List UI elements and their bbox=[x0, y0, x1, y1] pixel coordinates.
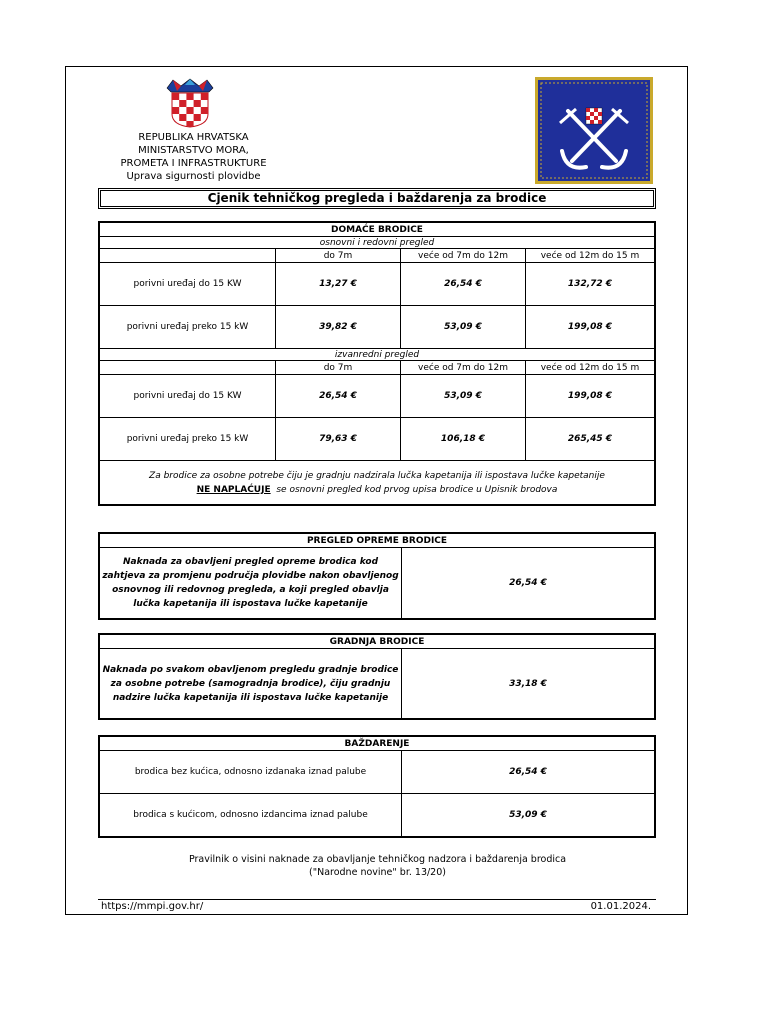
gradnja-price: 33,18 € bbox=[402, 649, 655, 719]
empty-header-cell bbox=[100, 361, 276, 375]
footer-divider bbox=[98, 899, 656, 900]
regulation-line-1: Pravilnik o visini naknade za obavljanje tehničkog nadzora i baždarenja brodica bbox=[188, 854, 567, 865]
gradnja-description: Naknada po svakom obavljenom pregledu gradnje brodice za osobne potrebe (samogradnja brodice), čiju gradnju nadzire lučka kapetanija ili ispostava lučke kapetanije bbox=[100, 649, 402, 719]
row-label: brodica bez kućica, odnosno izdanaka iznad palube bbox=[100, 751, 402, 794]
note-line-2-text: se osnovni pregled kod prvog upisa brodice u Upisnik brodova bbox=[276, 484, 558, 495]
price-cell: 199,08 € bbox=[526, 375, 655, 418]
price-cell: 265,45 € bbox=[526, 418, 655, 461]
row-label: brodica s kućicom, odnosno izdancima iznad palube bbox=[100, 794, 402, 837]
coat-of-arms-icon bbox=[163, 78, 217, 128]
table-row bbox=[100, 418, 655, 461]
price-cell: 26,54 € bbox=[276, 375, 401, 418]
gradnja-brodice-section bbox=[98, 633, 656, 720]
price-cell: 53,09 € bbox=[401, 306, 526, 349]
institution-line-1: REPUBLIKA HRVATSKA bbox=[138, 132, 249, 143]
row-label: porivni uređaj preko 15 kW bbox=[100, 306, 276, 349]
price-cell: 199,08 € bbox=[526, 306, 655, 349]
institution-line-2: MINISTARSTVO MORA, bbox=[138, 145, 249, 156]
note-emphasis: NE NAPLAĆUJE bbox=[196, 484, 271, 495]
column-header: veće od 12m do 15 m bbox=[526, 249, 655, 263]
column-header: veće od 12m do 15 m bbox=[526, 361, 655, 375]
pregled-opreme-section bbox=[98, 532, 656, 620]
institution-header bbox=[106, 131, 281, 183]
oprema-price: 26,54 € bbox=[402, 548, 655, 619]
price-cell: 13,27 € bbox=[276, 263, 401, 306]
regulation-reference bbox=[66, 853, 689, 879]
price-cell: 26,54 € bbox=[401, 263, 526, 306]
price-cell: 53,09 € bbox=[401, 375, 526, 418]
table-row bbox=[100, 375, 655, 418]
row-label: porivni uređaj do 15 KW bbox=[100, 375, 276, 418]
gradnja-heading: GRADNJA BRODICE bbox=[100, 635, 655, 649]
table-row bbox=[100, 751, 655, 794]
domace-heading: DOMAĆE BRODICE bbox=[100, 223, 655, 237]
row-label: porivni uređaj preko 15 kW bbox=[100, 418, 276, 461]
document-page bbox=[65, 66, 688, 915]
regulation-line-2: ("Narodne novine" br. 13/20) bbox=[309, 867, 446, 878]
maritime-anchors-flag-icon bbox=[535, 77, 653, 184]
table-row bbox=[100, 263, 655, 306]
table-row bbox=[100, 794, 655, 837]
regular-subheading: osnovni i redovni pregled bbox=[100, 237, 655, 249]
oprema-heading: PREGLED OPREME BRODICE bbox=[100, 534, 655, 548]
domace-brodice-section bbox=[98, 221, 656, 506]
price-cell: 132,72 € bbox=[526, 263, 655, 306]
oprema-description: Naknada za obavljeni pregled opreme brodica kod zahtjeva za promjenu područja plovidbe nakon obavljenog osnovnog ili redovnog pregleda, a koji pregled obavlja lučka kapetanija ili ispostava lučke kapetanije bbox=[100, 548, 402, 619]
row-label: porivni uređaj do 15 KW bbox=[100, 263, 276, 306]
column-header: veće od 7m do 12m bbox=[401, 249, 526, 263]
price-cell: 39,82 € bbox=[276, 306, 401, 349]
bazdarenje-section bbox=[98, 735, 656, 838]
price-cell: 106,18 € bbox=[401, 418, 526, 461]
empty-header-cell bbox=[100, 249, 276, 263]
exemption-note bbox=[100, 461, 655, 505]
note-line-2 bbox=[102, 483, 652, 497]
footer-date: 01.01.2024. bbox=[590, 901, 651, 912]
column-header: veće od 7m do 12m bbox=[401, 361, 526, 375]
note-line-1: Za brodice za osobne potrebe čiju je gradnju nadzirala lučka kapetanija ili ispostava lučke kapetanije bbox=[149, 470, 605, 481]
extra-subheading: izvanredni pregled bbox=[100, 349, 655, 361]
bazdarenje-heading: BAŽDARENJE bbox=[100, 737, 655, 751]
column-header: do 7m bbox=[276, 361, 401, 375]
institution-line-4: Uprava sigurnosti plovidbe bbox=[126, 171, 261, 182]
column-header: do 7m bbox=[276, 249, 401, 263]
price-cell: 79,63 € bbox=[276, 418, 401, 461]
price-cell: 26,54 € bbox=[402, 751, 655, 794]
institution-line-3: PROMETA I INFRASTRUKTURE bbox=[120, 158, 267, 169]
price-cell: 53,09 € bbox=[402, 794, 655, 837]
table-row bbox=[100, 306, 655, 349]
page-title: Cjenik tehničkog pregleda i baždarenja za brodice bbox=[98, 188, 656, 209]
footer-url[interactable]: https://mmpi.gov.hr/ bbox=[101, 901, 204, 912]
